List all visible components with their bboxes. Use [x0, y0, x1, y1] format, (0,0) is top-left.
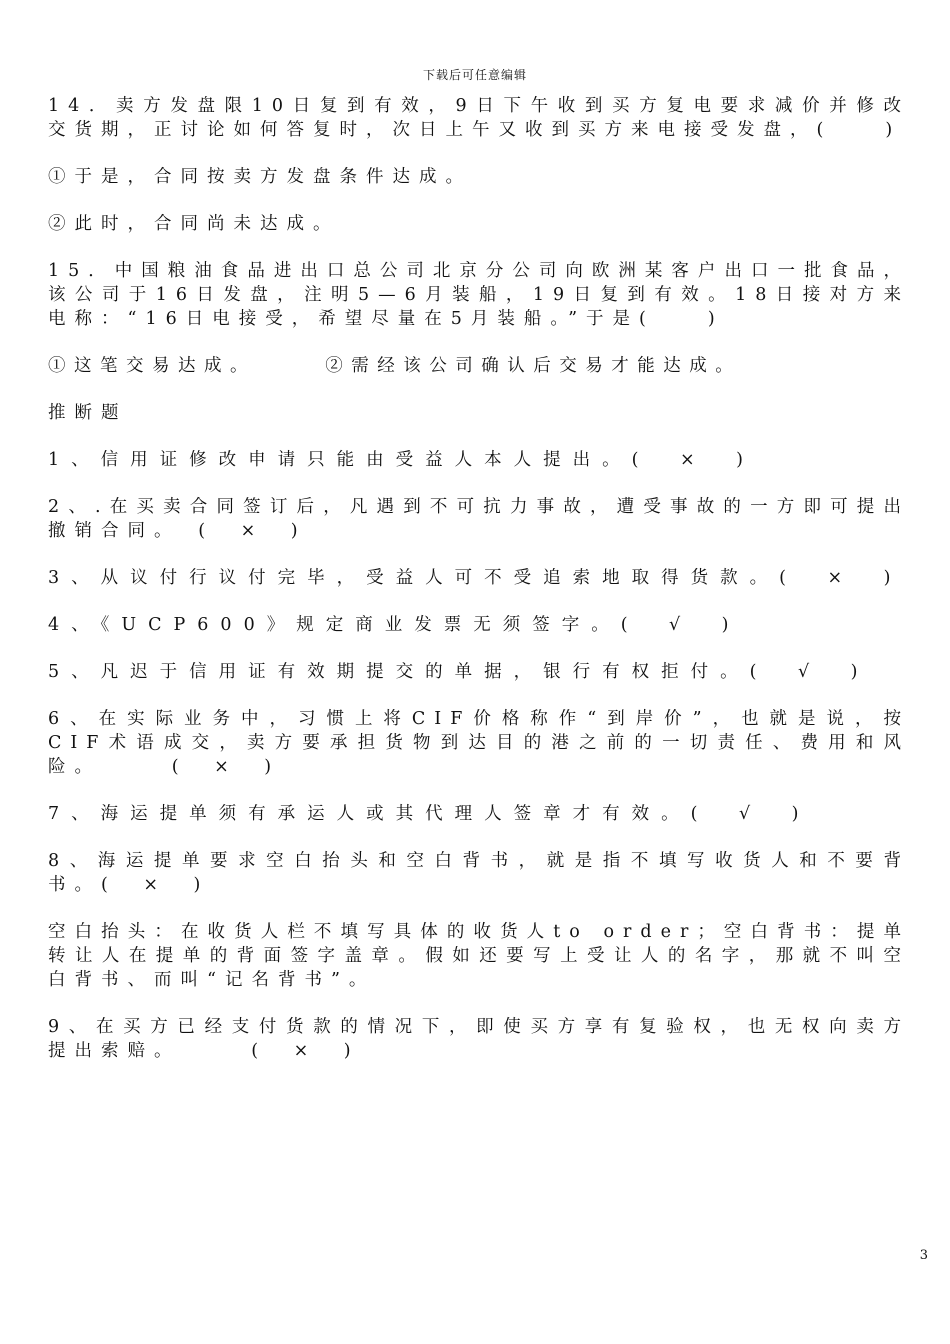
note-blank-endorsement: 空白抬头：在收货人栏不填写具体的收货人to order；空白背书：提单转让人在提单的背面签字盖章。假如还要写上受让人的名字，那就不叫空白背书、而叫“记名背书”。: [48, 922, 910, 990]
document-body: [48, 94, 910, 1086]
judgement-9: 9、在买方已经支付货款的情况下，即使买方享有复验权，也无权向卖方提出索赔。 ( × ): [48, 1017, 910, 1061]
question-14: 14．卖方发盘限10日复到有效，9日下午收到买方复电要求减价并修改交货期，正讨论如何答复时，次日上午又收到买方来电接受发盘，( ): [48, 96, 910, 140]
question-15: 15．中国粮油食品进出口总公司北京分公司向欧洲某客户出口一批食品，该公司于16日发盘，注明5—6月装船，19日复到有效。18日接对方来电称：“16日电接受，希望尽量在5月装船。”于是( ): [48, 261, 910, 329]
judgement-3: 3、从议付行议付完毕，受益人可不受追索地取得货款。( × ): [48, 568, 903, 588]
judgement-1: 1、信用证修改申请只能由受益人本人提出。( × ): [48, 450, 755, 470]
judgement-6: 6、在实际业务中，习惯上将CIF价格称作“到岸价”，也就是说，按CIF术语成交，卖方要承担货物到达目的港之前的一切责任、费用和风险。 ( × ): [48, 709, 910, 777]
page-header: 下载后可任意编辑: [422, 68, 527, 82]
option-14-2: ②此时，合同尚未达成。: [48, 214, 340, 234]
options-15: ①这笔交易达成。 ②需经该公司确认后交易才能达成。: [48, 356, 742, 376]
page-number: 3: [919, 1248, 928, 1263]
judgement-7: 7、海运提单须有承运人或其代理人签章才有效。( √ ): [48, 804, 811, 824]
judgement-8: 8、海运提单要求空白抬头和空白背书，就是指不填写收货人和不要背书。( × ): [48, 851, 910, 895]
section-heading-judgement: 推断题: [48, 403, 128, 423]
judgement-2: 2、.在买卖合同签订后，凡遇到不可抗力事故，遭受事故的一方即可提出撤销合同。 ( × ): [48, 497, 910, 541]
judgement-4: 4、《UCP600》规定商业发票无须签字。( √ ): [48, 615, 741, 635]
option-14-1: ①于是，合同按卖方发盘条件达成。: [48, 167, 472, 187]
judgement-5: 5、凡迟于信用证有效期提交的单据，银行有权拒付。( √ ): [48, 662, 870, 682]
